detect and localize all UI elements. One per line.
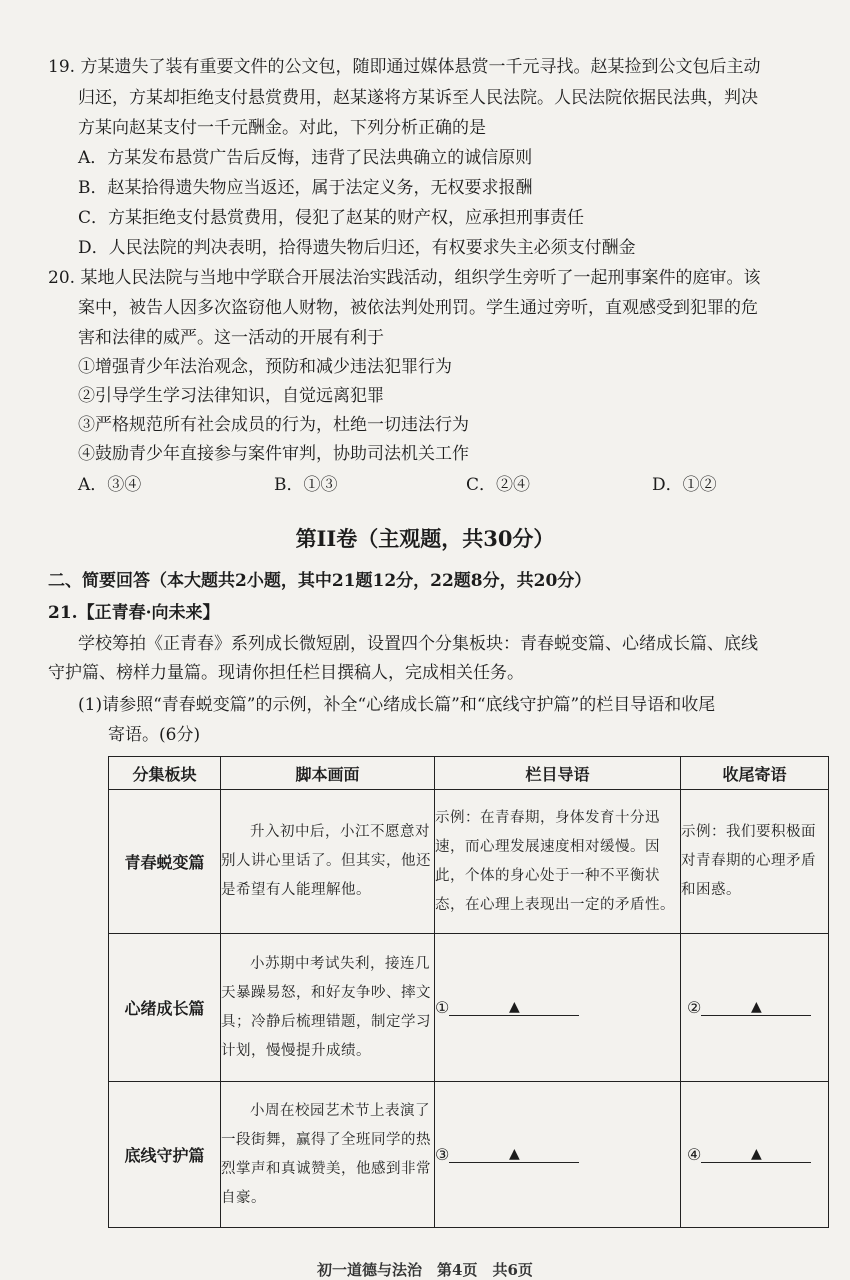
row-section-label: 底线守护篇 (109, 1082, 221, 1228)
answer-blank-1[interactable] (435, 934, 681, 1082)
triangle-icon: ▲ (750, 1145, 762, 1162)
q19-stem-line-1: 19. 方某遗失了装有重要文件的公文包，随即通过媒体悬赏一千元寻找。赵某捡到公文包后主动 (48, 57, 761, 77)
blank-number: ④ (687, 1144, 702, 1164)
q20-item-4: ④鼓励青少年直接参与案件审判，协助司法机关工作 (78, 444, 469, 464)
triangle-icon: ▲ (750, 998, 762, 1015)
table-row (109, 1082, 829, 1228)
table-row (109, 934, 829, 1082)
answer-blank-2[interactable] (681, 934, 829, 1082)
q20-option-b: B．①③ (274, 475, 338, 495)
triangle-icon: ▲ (508, 998, 520, 1015)
table-header-cell: 分集板块 (109, 757, 221, 790)
q20-item-1: ①增强青少年法治观念，预防和减少违法犯罪行为 (78, 357, 452, 377)
row-section-label: 心绪成长篇 (109, 934, 221, 1082)
q21-table (108, 756, 829, 1228)
row-intro-example: 示例：在青春期，身体发育十分迅速，而心理发展速度相对缓慢。因此，个体的身心处于一种不平衡状态，在心理上表现出一定的矛盾性。 (435, 790, 681, 934)
q19-option-d: D．人民法院的判决表明，拾得遗失物后归还，有权要求失主必须支付酬金 (78, 238, 636, 258)
q21-intro-line-2: 守护篇、榜样力量篇。现请你担任栏目撰稿人，完成相关任务。 (48, 663, 524, 683)
q19-option-c: C．方某拒绝支付悬赏费用，侵犯了赵某的财产权，应承担刑事责任 (78, 208, 585, 228)
q20-stem-line-2: 案中，被告人因多次盗窃他人财物，被依法判处刑罚。学生通过旁听，直观感受到犯罪的危 (78, 298, 758, 318)
row-script-text: 小周在校园艺术节上表演了一段街舞，赢得了全班同学的热烈掌声和真诚赞美，他感到非常自豪。 (221, 1082, 435, 1228)
blank-number: ③ (435, 1144, 450, 1164)
table-row (109, 790, 829, 934)
q20-option-d: D．①② (652, 475, 717, 495)
section2-heading: 二、简要回答（本大题共2小题，其中21题12分，22题8分，共20分） (48, 571, 592, 591)
q19-option-b: B．赵某拾得遗失物应当返还，属于法定义务，无权要求报酬 (78, 178, 533, 198)
blank-number: ② (687, 997, 702, 1017)
q21-task-line-1: (1)请参照“青春蜕变篇”的示例，补全“心绪成长篇”和“底线守护篇”的栏目导语和收尾 (78, 695, 716, 715)
q20-options (78, 470, 778, 494)
table-header-cell: 脚本画面 (221, 757, 435, 790)
q20-option-a: A．③④ (78, 475, 142, 495)
q20-stem-line-1: 20. 某地人民法院与当地中学联合开展法治实践活动，组织学生旁听了一起刑事案件的庭审。该 (48, 268, 761, 288)
q19-stem-line-2: 归还，方某却拒绝支付悬赏费用，赵某遂将方某诉至人民法院。人民法院依据民法典，判决 (78, 88, 758, 108)
table-header-cell: 收尾寄语 (681, 757, 829, 790)
q21-intro-line-1: 学校筹拍《正青春》系列成长微短剧，设置四个分集板块：青春蜕变篇、心绪成长篇、底线 (78, 634, 758, 654)
q19-stem-line-3: 方某向赵某支付一千元酬金。对此，下列分析正确的是 (78, 118, 486, 138)
triangle-icon: ▲ (508, 1145, 520, 1162)
table-header-cell: 栏目导语 (435, 757, 681, 790)
part2-title: 第II卷（主观题，共30分） (295, 526, 555, 551)
row-script-text: 小苏期中考试失利，接连几天暴躁易怒，和好友争吵、摔文具；冷静后梳理错题，制定学习计划，慢慢提升成绩。 (221, 934, 435, 1082)
q20-item-2: ②引导学生学习法律知识，自觉远离犯罪 (78, 386, 384, 406)
row-script-text: 升入初中后，小江不愿意对别人讲心里话了。但其实，他还是希望有人能理解他。 (221, 790, 435, 934)
row-section-label: 青春蜕变篇 (109, 790, 221, 934)
answer-blank-3[interactable] (435, 1082, 681, 1228)
q21-title: 21.【正青春·向未来】 (48, 603, 220, 623)
answer-blank-4[interactable] (681, 1082, 829, 1228)
q21-task-line-2: 寄语。(6分) (108, 725, 201, 745)
q20-stem-line-3: 害和法律的威严。这一活动的开展有利于 (78, 328, 384, 348)
page-footer: 初一道德与法治 第4页 共6页 (317, 1261, 533, 1279)
row-closing-example: 示例：我们要积极面对青春期的心理矛盾和困惑。 (681, 790, 829, 934)
q20-item-3: ③严格规范所有社会成员的行为，杜绝一切违法行为 (78, 415, 469, 435)
q20-option-c: C．②④ (466, 475, 531, 495)
blank-number: ① (435, 997, 450, 1017)
q19-option-a: A．方某发布悬赏广告后反悔，违背了民法典确立的诚信原则 (78, 148, 533, 168)
table-header-row (109, 757, 829, 790)
